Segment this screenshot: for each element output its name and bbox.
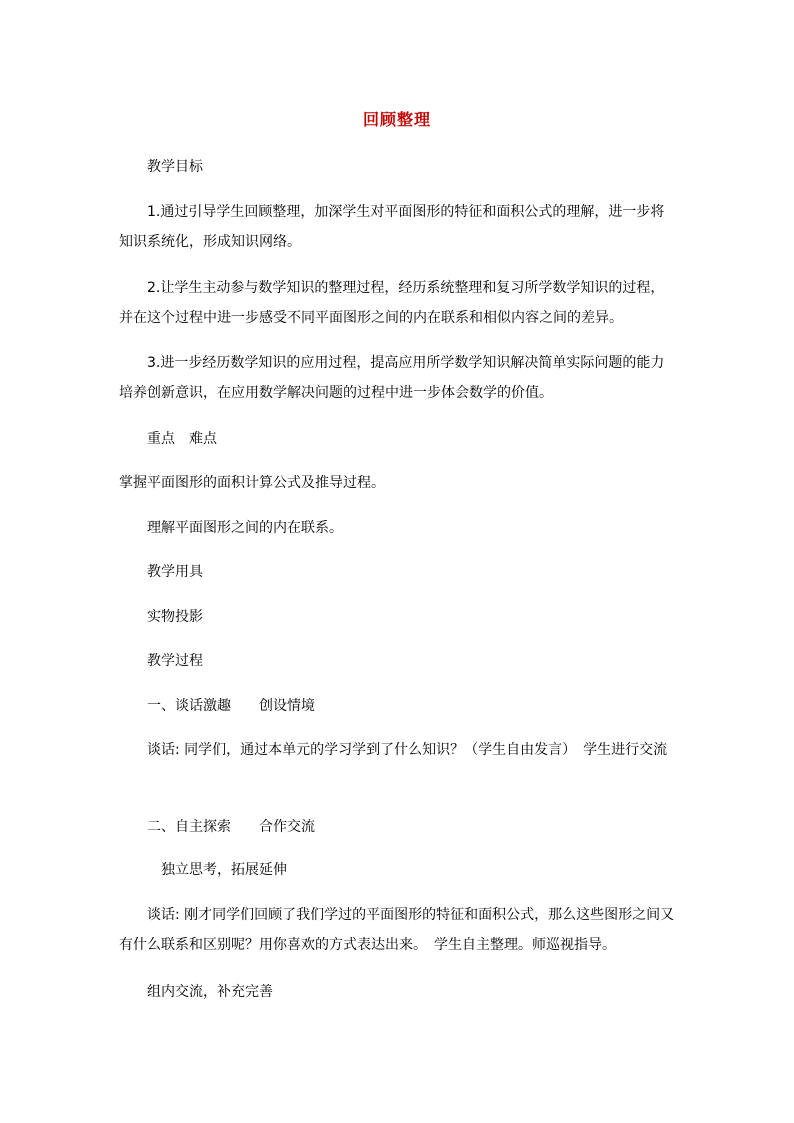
- group-exchange-text: 组内交流，补充完善: [147, 984, 273, 1000]
- section-heading-key-points: 重点 难点: [147, 431, 217, 447]
- document-title: 回顾整理: [362, 110, 431, 129]
- goal-item-2: 2.让学生主动参与数学知识的整理过程，经历系统整理和复习所学数学知识的过程，并在这个过程中进一步感受不同平面图形之间的内在联系和相似内容之间的差异。: [119, 280, 665, 326]
- key-point-text: 掌握平面图形的面积计算公式及推导过程。: [119, 475, 385, 491]
- section-heading-teaching-process: 教学过程: [147, 653, 203, 669]
- independent-thinking-text: 独立思考，拓展延伸: [147, 862, 287, 878]
- process-step-1-heading: 一、谈话激趣 创设情境: [147, 698, 315, 714]
- goal-item-1: 1.通过引导学生回顾整理，加深学生对平面图形的特征和面积公式的理解，进一步将知识系统化，形成知识网络。: [119, 204, 665, 250]
- process-step-2-heading: 二、自主探索 合作交流: [147, 819, 315, 835]
- process-step-1-talk: 谈话: 同学们，通过本单元的学习学到了什么知识？（学生自由发言） 学生进行交流: [147, 742, 668, 758]
- process-step-2-talk: 谈话: 刚才同学们回顾了我们学过的平面图形的特征和面积公式，那么这些图形之间又有什么联系和区别呢？用你喜欢的方式表达出来。 学生自主整理。师巡视指导。: [119, 907, 675, 953]
- section-heading-teaching-tools: 教学用具: [147, 564, 203, 580]
- section-heading-teaching-goals: 教学目标: [147, 159, 203, 175]
- difficulty-text: 理解平面图形之间的内在联系。: [147, 520, 343, 536]
- goal-item-3: 3.进一步经历数学知识的应用过程，提高应用所学数学知识解决简单实际问题的能力培养创新意识，在应用数学解决问题的过程中进一步体会数学的价值。: [119, 355, 665, 401]
- teaching-tools-text: 实物投影: [147, 609, 203, 625]
